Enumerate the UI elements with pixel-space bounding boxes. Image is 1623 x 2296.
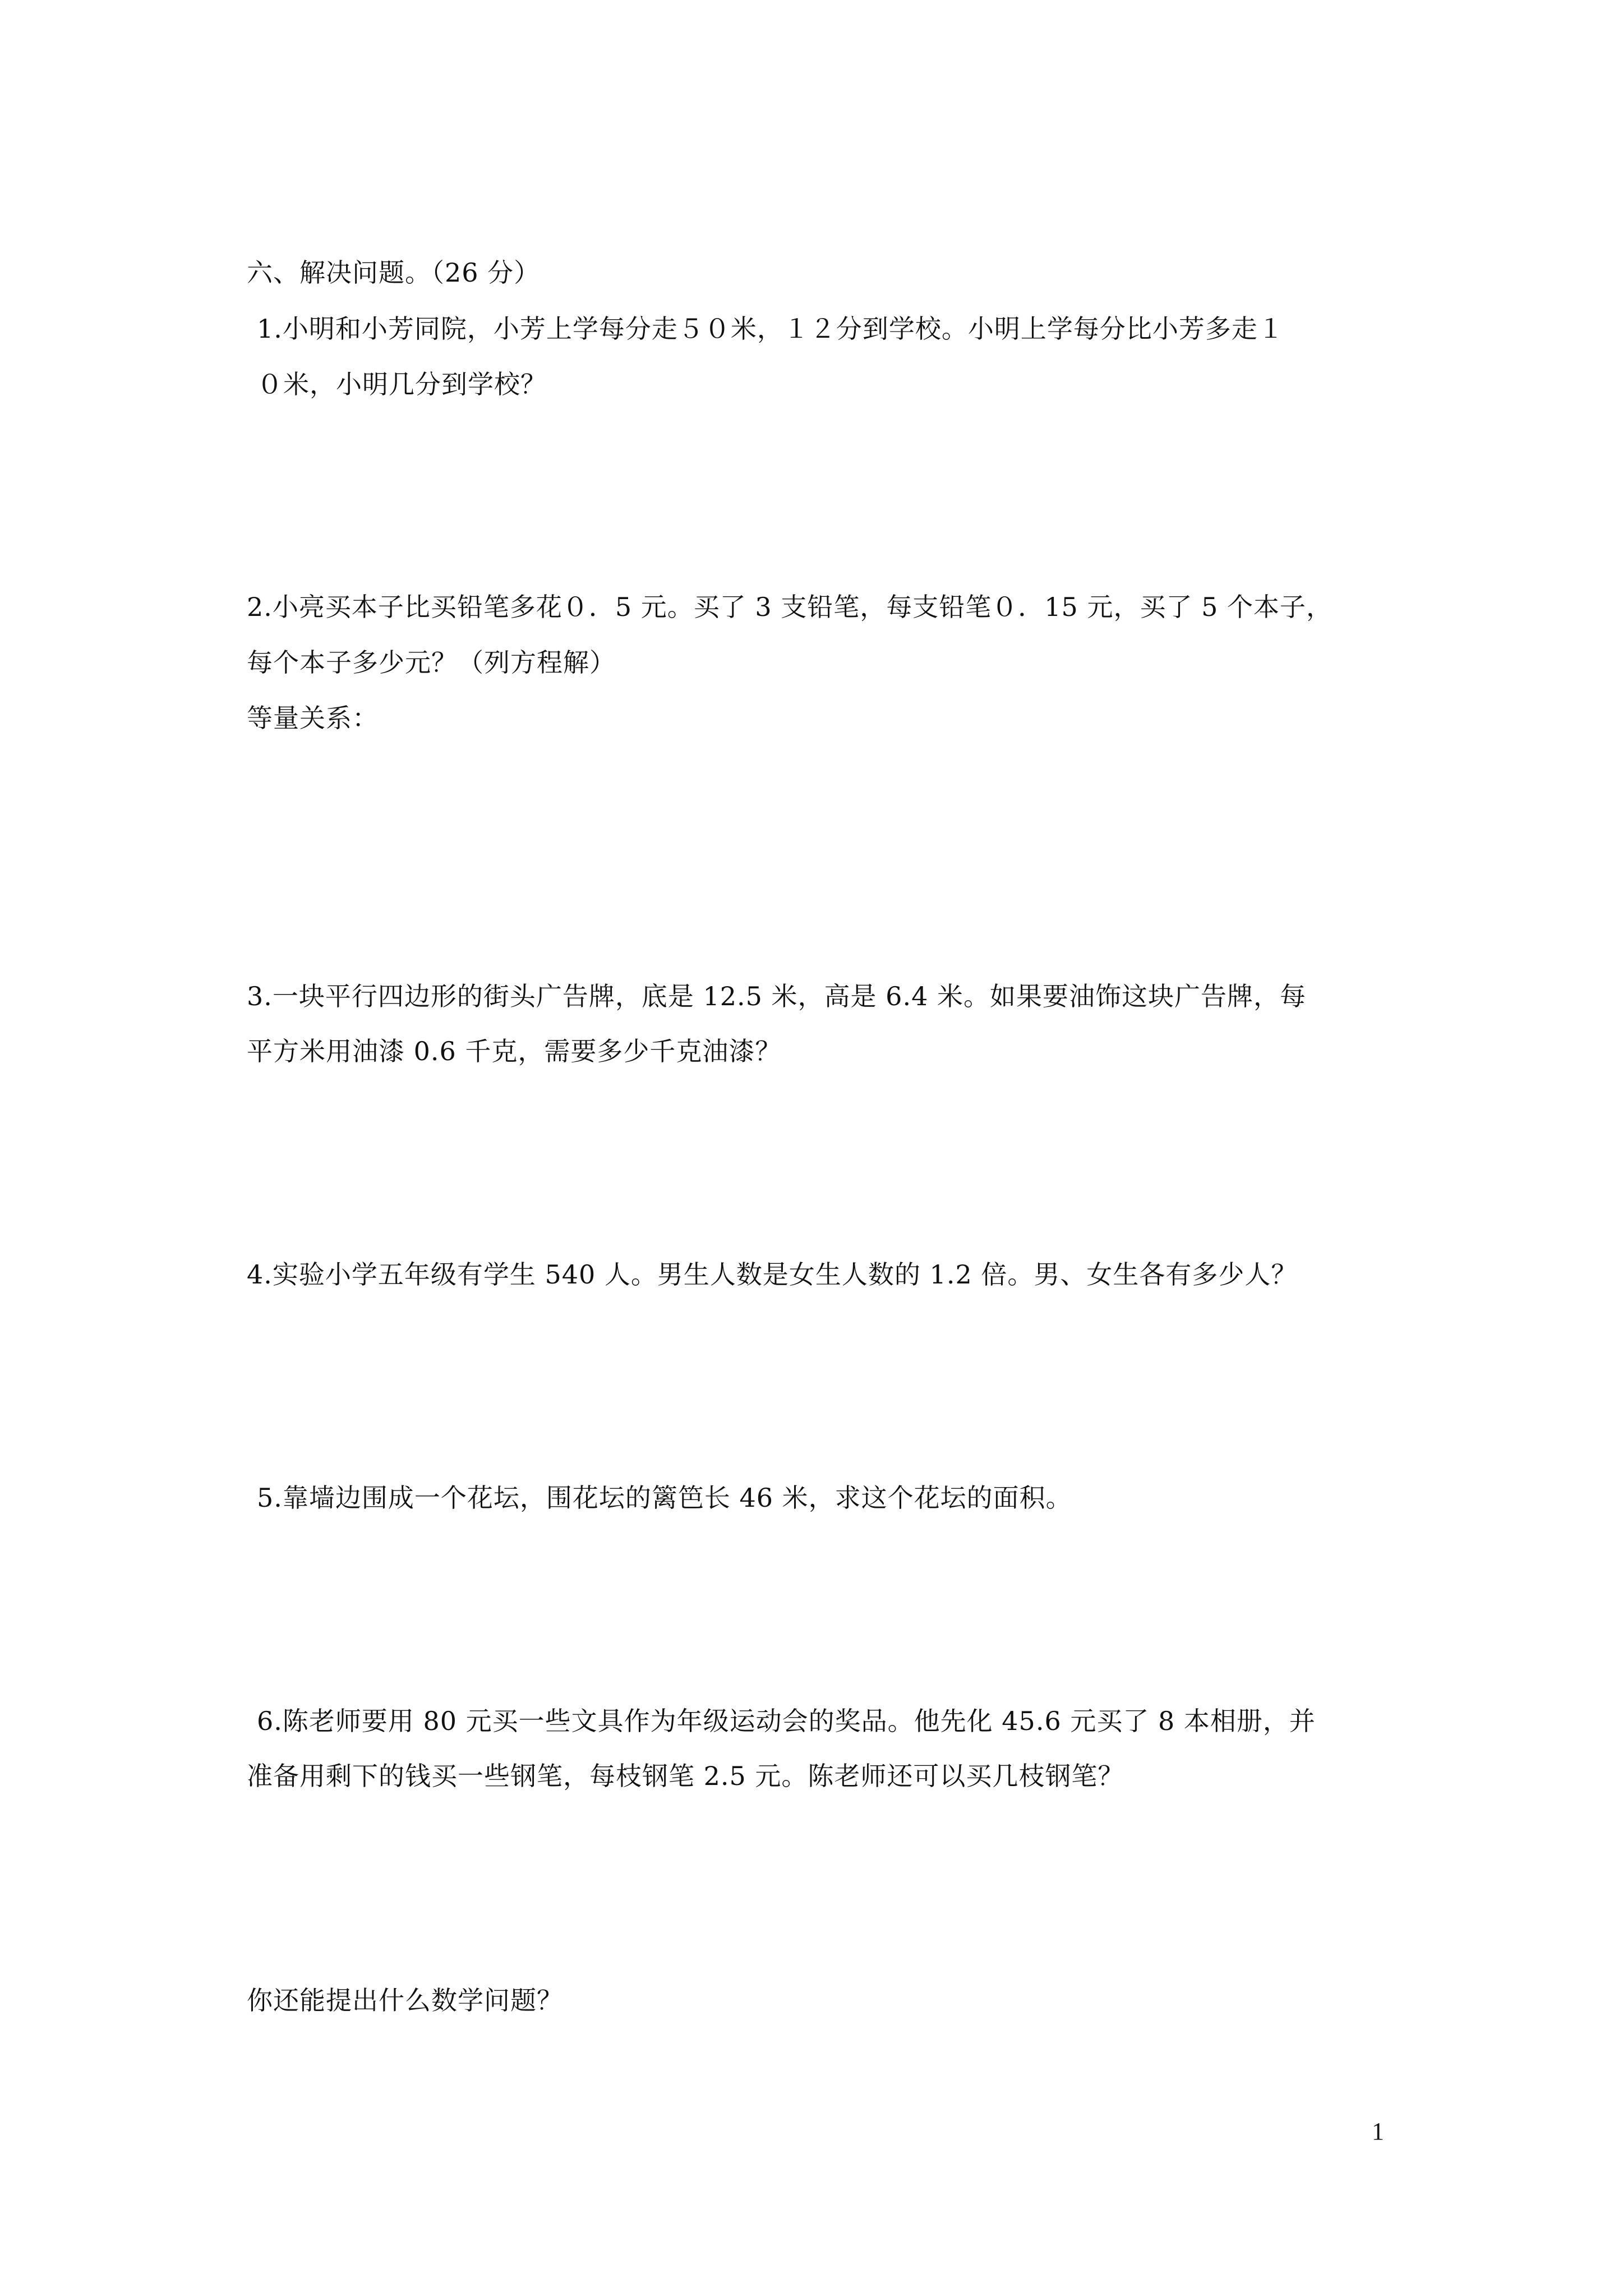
problem-2-line-2: 每个本子多少元？（列方程解） xyxy=(247,647,616,678)
problem-6-line-2: 准备用剩下的钱买一些钢笔，每枝钢笔 2.5 元。陈老师还可以买几枝钢笔？ xyxy=(247,1761,1124,1791)
section-heading: 六、解决问题。（26 分） xyxy=(247,257,541,288)
page-number: 1 xyxy=(1372,2118,1384,2145)
problem-2-equation-label: 等量关系： xyxy=(247,703,379,733)
problem-5-line-1: 5.靠墙边围成一个花坛，围花坛的篱笆长 46 米，求这个花坛的面积。 xyxy=(257,1483,1072,1513)
followup-question: 你还能提出什么数学问题？ xyxy=(247,1985,563,2016)
problem-1-line-1: 1.小明和小芳同院，小芳上学每分走５０米，１２分到学校。小明上学每分比小芳多走１ xyxy=(257,314,1284,344)
problem-4-line-1: 4.实验小学五年级有学生 540 人。男生人数是女生人数的 1.2 倍。男、女生各有多少人？ xyxy=(247,1259,1298,1290)
problem-3-line-1: 3.一块平行四边形的街头广告牌，底是 12.5 米，高是 6.4 米。如果要油饰这块广告牌，每 xyxy=(247,981,1306,1011)
problem-6-line-1: 6.陈老师要用 80 元买一些文具作为年级运动会的奖品。他先化 45.6 元买了 8 本相册，并 xyxy=(257,1706,1316,1736)
problem-3-line-2: 平方米用油漆 0.6 千克，需要多少千克油漆？ xyxy=(247,1036,782,1066)
problem-1-line-2: ０米，小明几分到学校？ xyxy=(257,369,547,399)
problem-2-line-1: 2.小亮买本子比买铅笔多花０．5 元。买了 3 支铅笔，每支铅笔０．15 元，买了 5 个本子， xyxy=(247,592,1332,622)
